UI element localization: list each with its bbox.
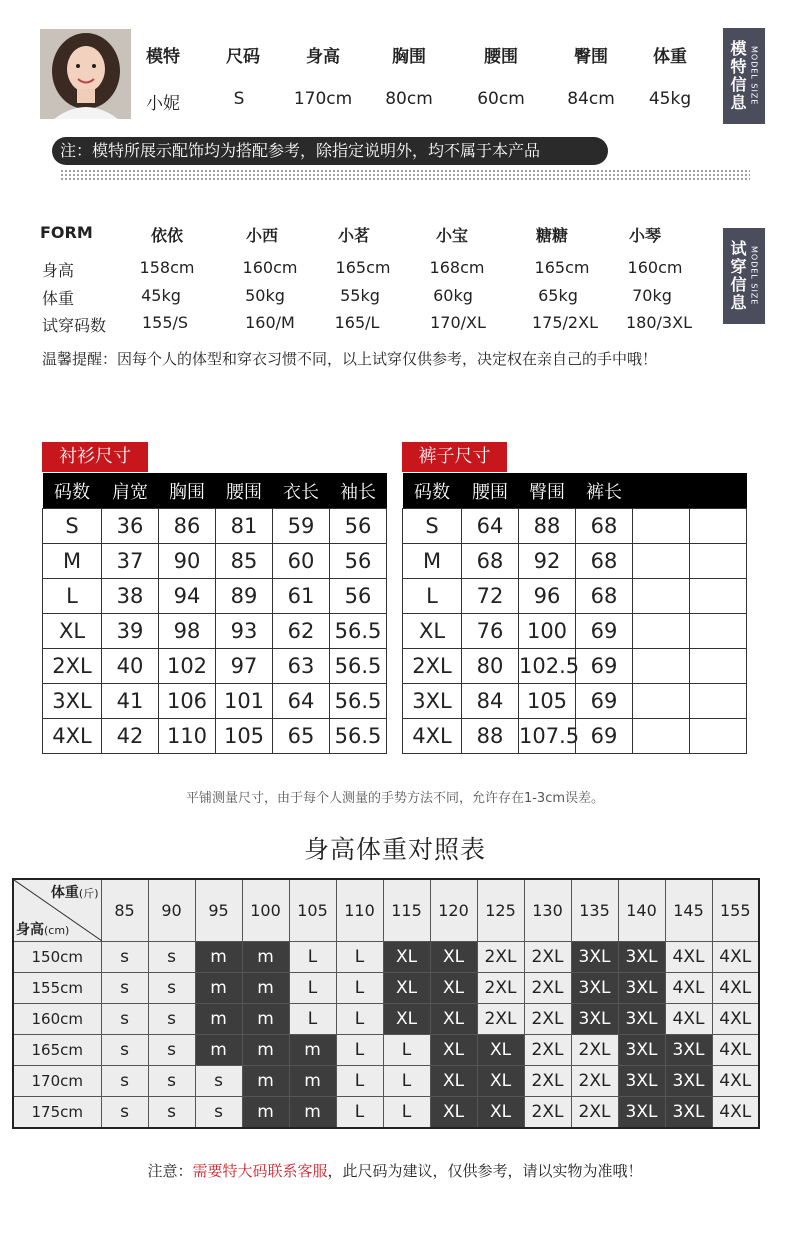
model-name-value: 小妮 [146,94,180,114]
weight-header-cell: 155 [712,879,759,942]
size-value-cell: 64 [273,684,330,719]
hw-weight-row [13,879,759,942]
size-value-cell: 102 [159,649,216,684]
weight-header-cell: 140 [618,879,665,942]
size-recommendation-cell: 4XL [712,1004,759,1035]
size-recommendation-cell: L [383,1066,430,1097]
size-value-cell: 105 [519,684,576,719]
corner-weight-unit: (斤) [78,887,99,900]
size-recommendation-cell: XL [430,1035,477,1066]
tryon-cell: 165/L [334,313,380,332]
size-recommendation-cell: L [289,973,336,1004]
size-value-cell: 90 [159,544,216,579]
size-recommendation-cell: 2XL [524,1066,571,1097]
table-row [43,544,387,579]
size-value-cell: 81 [216,509,273,544]
accessory-note: 注：模特所展示配饰均为搭配参考，除指定说明外，均不属于本产品 [52,137,608,165]
size-label-cell: 3XL [43,684,102,719]
size-recommendation-cell: 4XL [712,1066,759,1097]
size-recommendation-cell: 2XL [524,942,571,973]
size-recommendation-cell: L [289,1004,336,1035]
model-col-size: 尺码 [226,47,260,67]
table-row [13,1066,759,1097]
size-value-cell [633,544,690,579]
height-weight-chart [12,878,760,1129]
size-recommendation-cell: XL [430,1066,477,1097]
size-recommendation-cell: s [101,973,148,1004]
size-recommendation-cell: s [101,1004,148,1035]
height-header-cell: 165cm [13,1035,101,1066]
corner-weight-text: 体重 [50,885,79,901]
table-row [13,973,759,1004]
pants-size-title: 裤子尺寸 [402,442,507,472]
size-recommendation-cell: 2XL [524,1035,571,1066]
size-value-cell [690,544,747,579]
size-value-cell: 86 [159,509,216,544]
size-recommendation-cell: s [195,1066,242,1097]
size-recommendation-cell: L [289,942,336,973]
size-value-cell [690,684,747,719]
size-value-cell: 97 [216,649,273,684]
size-recommendation-cell: 3XL [618,1066,665,1097]
size-label-cell: L [403,579,462,614]
size-label-cell: S [403,509,462,544]
size-recommendation-cell: s [101,942,148,973]
size-recommendation-cell: m [242,1097,289,1129]
size-value-cell [690,509,747,544]
model-col-height: 身高 [306,47,340,67]
model-col-hip: 臀围 [574,47,608,67]
size-recommendation-cell: XL [383,942,430,973]
tryon-cell: 160cm [242,258,298,277]
size-label-cell: 2XL [43,649,102,684]
size-value-cell: 93 [216,614,273,649]
size-recommendation-cell: 3XL [571,942,618,973]
tryon-cell: 165cm [534,258,590,277]
table-row [43,719,387,754]
size-value-cell: 88 [519,509,576,544]
size-value-cell: 107.5 [519,719,576,754]
size-value-cell: 56 [330,579,387,614]
height-header-cell: 175cm [13,1097,101,1129]
size-recommendation-cell: 4XL [712,973,759,1004]
tryon-cell: 65kg [538,286,578,305]
size-value-cell [690,719,747,754]
size-label-cell: 3XL [403,684,462,719]
corner-height-label [16,919,69,939]
size-value-cell [633,719,690,754]
size-label-cell: M [43,544,102,579]
tryon-col-model: 小西 [245,226,278,245]
size-recommendation-cell: m [242,973,289,1004]
weight-header-cell: 130 [524,879,571,942]
size-value-cell [633,509,690,544]
size-value-cell: 106 [159,684,216,719]
size-recommendation-cell: s [101,1066,148,1097]
footer-suffix: ，此尺码为建议，仅供参考，请以实物为准哦！ [327,1162,643,1180]
size-recommendation-cell: m [242,1066,289,1097]
tryon-col-model: 小琴 [628,226,661,245]
size-value-cell [633,579,690,614]
size-value-cell: 94 [159,579,216,614]
size-value-cell: 39 [102,614,159,649]
size-recommendation-cell: L [336,1066,383,1097]
size-label-cell: 4XL [403,719,462,754]
size-label-cell: S [43,509,102,544]
table-row [13,1035,759,1066]
height-header-cell: 150cm [13,942,101,973]
size-recommendation-cell: L [336,1097,383,1129]
size-recommendation-cell: 4XL [712,942,759,973]
size-recommendation-cell: 2XL [524,973,571,1004]
weight-header-cell: 110 [336,879,383,942]
size-recommendation-cell: m [195,1035,242,1066]
shirt-col-header: 衣长 [273,473,330,509]
model-weight-value: 45kg [648,89,692,109]
size-recommendation-cell: XL [383,973,430,1004]
size-value-cell: 100 [519,614,576,649]
size-value-cell: 105 [216,719,273,754]
size-recommendation-cell: 3XL [618,942,665,973]
tryon-cell: 60kg [433,286,473,305]
size-recommendation-cell: 3XL [618,1004,665,1035]
size-value-cell [633,684,690,719]
size-value-cell: 65 [273,719,330,754]
pants-col-header [633,473,690,509]
size-recommendation-cell: 2XL [477,942,524,973]
table-row [13,1004,759,1035]
size-recommendation-cell: 3XL [618,1097,665,1129]
size-recommendation-cell: 3XL [665,1066,712,1097]
size-recommendation-cell: m [242,942,289,973]
size-value-cell [690,579,747,614]
tryon-cell: 170/XL [430,313,486,332]
size-recommendation-cell: 3XL [571,1004,618,1035]
size-value-cell [690,649,747,684]
height-header-cell: 170cm [13,1066,101,1097]
size-label-cell: 2XL [403,649,462,684]
size-value-cell: 96 [519,579,576,614]
size-value-cell: 76 [462,614,519,649]
size-value-cell [633,614,690,649]
size-recommendation-cell: L [336,1035,383,1066]
shirt-col-header: 袖长 [330,473,387,509]
size-value-cell: 56.5 [330,684,387,719]
tryon-cell: 175/2XL [532,313,598,332]
tryon-cell: 45kg [141,286,181,305]
tryon-row-label: 身高 [42,261,75,280]
tryon-col-model: 糖糖 [535,226,568,245]
size-recommendation-cell: s [148,1004,195,1035]
size-label-cell: XL [403,614,462,649]
size-recommendation-cell: m [195,973,242,1004]
tryon-cell: 158cm [139,258,195,277]
size-value-cell: 68 [576,579,633,614]
size-value-cell: 56.5 [330,649,387,684]
size-recommendation-cell: L [336,942,383,973]
size-recommendation-cell: 2XL [477,1004,524,1035]
size-recommendation-cell: L [383,1097,430,1129]
size-value-cell: 61 [273,579,330,614]
weight-header-cell: 85 [101,879,148,942]
table-row [43,579,387,614]
tryon-cell: 160/M [245,313,295,332]
pants-size-table [402,473,747,754]
size-recommendation-cell: m [289,1035,336,1066]
shirt-header-row [43,473,387,509]
size-recommendation-cell: XL [383,1004,430,1035]
corner-height-text: 身高 [16,922,44,938]
shirt-size-title: 衬衫尺寸 [42,442,148,472]
size-recommendation-cell: s [101,1035,148,1066]
model-col-name: 模特 [146,47,180,67]
size-value-cell: 36 [102,509,159,544]
size-value-cell: 80 [462,649,519,684]
size-value-cell: 89 [216,579,273,614]
pants-col-header: 臀围 [519,473,576,509]
model-size-value: S [233,89,245,109]
size-recommendation-cell: L [383,1035,430,1066]
table-row [403,684,747,719]
table-row [403,544,747,579]
shirt-col-header: 腰围 [216,473,273,509]
table-row [43,509,387,544]
size-label-cell: L [43,579,102,614]
size-label-cell: M [403,544,462,579]
size-value-cell: 69 [576,649,633,684]
corner-height-unit: (cm) [44,924,70,937]
weight-header-cell: 125 [477,879,524,942]
pants-col-header: 腰围 [462,473,519,509]
tryon-cell: 180/3XL [626,313,692,332]
pants-col-header [690,473,747,509]
size-value-cell: 38 [102,579,159,614]
size-value-cell: 56.5 [330,614,387,649]
size-value-cell: 56 [330,509,387,544]
size-recommendation-cell: 3XL [571,973,618,1004]
tryon-col-model: 小茗 [337,226,370,245]
size-value-cell: 62 [273,614,330,649]
size-value-cell: 42 [102,719,159,754]
size-value-cell: 56.5 [330,719,387,754]
table-row [403,509,747,544]
size-recommendation-cell: XL [477,1035,524,1066]
table-row [43,684,387,719]
height-header-cell: 160cm [13,1004,101,1035]
table-row [403,579,747,614]
size-recommendation-cell: 2XL [524,1004,571,1035]
size-value-cell: 64 [462,509,519,544]
tryon-info-tag-cn: 试穿信息 [730,239,747,312]
model-col-weight: 体重 [653,47,687,67]
model-bust-value: 80cm [385,89,433,109]
model-info-tag-cn: 模特信息 [730,39,747,112]
size-value-cell: 84 [462,684,519,719]
measurement-disclaimer: 平铺测量尺寸，由于每个人测量的手势方法不同，允许存在1-3cm误差。 [185,791,605,806]
table-row [43,649,387,684]
size-value-cell: 88 [462,719,519,754]
weight-header-cell: 135 [571,879,618,942]
size-recommendation-cell: m [289,1097,336,1129]
size-recommendation-cell: s [148,1035,195,1066]
size-recommendation-cell: XL [430,1097,477,1129]
table-row [403,614,747,649]
tryon-col-model: 依依 [150,226,183,245]
size-value-cell: 69 [576,614,633,649]
table-row [403,719,747,754]
size-recommendation-cell: XL [430,942,477,973]
tryon-reminder: 温馨提醒：因每个人的体型和穿衣习惯不同，以上试穿仅供参考，决定权在亲自己的手中哦！ [42,350,658,368]
size-value-cell: 60 [273,544,330,579]
size-value-cell: 37 [102,544,159,579]
model-hip-value: 84cm [567,89,615,109]
model-height-value: 170cm [293,89,353,109]
size-value-cell [633,649,690,684]
size-value-cell: 69 [576,719,633,754]
size-value-cell: 59 [273,509,330,544]
weight-header-cell: 145 [665,879,712,942]
size-value-cell: 63 [273,649,330,684]
size-recommendation-cell: m [242,1035,289,1066]
tryon-table [0,0,790,340]
size-recommendation-cell: m [242,1004,289,1035]
pants-col-header: 码数 [403,473,462,509]
size-label-cell: 4XL [43,719,102,754]
tryon-cell: 50kg [245,286,285,305]
size-recommendation-cell: 3XL [665,1035,712,1066]
weight-header-cell: 90 [148,879,195,942]
shirt-size-table [42,473,387,754]
shirt-col-header: 胸围 [159,473,216,509]
model-col-bust: 胸围 [392,47,426,67]
tryon-cell: 55kg [340,286,380,305]
size-recommendation-cell: 3XL [665,1097,712,1129]
weight-header-cell: 95 [195,879,242,942]
size-recommendation-cell: 2XL [524,1097,571,1129]
size-recommendation-cell: XL [430,1004,477,1035]
size-recommendation-cell: 2XL [571,1097,618,1129]
size-recommendation-cell: 4XL [665,973,712,1004]
weight-header-cell: 100 [242,879,289,942]
size-recommendation-cell: s [148,973,195,1004]
hw-chart-title: 身高体重对照表 [303,835,486,864]
table-row [403,649,747,684]
size-recommendation-cell: XL [430,973,477,1004]
size-recommendation-cell: m [289,1066,336,1097]
size-recommendation-cell: 3XL [618,973,665,1004]
shirt-col-header: 码数 [43,473,102,509]
table-row [43,614,387,649]
size-recommendation-cell: L [336,1004,383,1035]
tryon-cell: 160cm [627,258,683,277]
size-recommendation-cell: s [148,942,195,973]
size-value-cell: 72 [462,579,519,614]
size-recommendation-cell: s [195,1097,242,1129]
size-label-cell: XL [43,614,102,649]
height-header-cell: 155cm [13,973,101,1004]
size-value-cell: 102.5 [519,649,576,684]
size-recommendation-cell: m [195,942,242,973]
weight-header-cell: 115 [383,879,430,942]
size-value-cell: 98 [159,614,216,649]
size-value-cell: 101 [216,684,273,719]
tryon-col-model: 小宝 [435,226,468,245]
weight-header-cell: 120 [430,879,477,942]
size-value-cell: 110 [159,719,216,754]
size-value-cell: 68 [462,544,519,579]
size-value-cell: 41 [102,684,159,719]
tryon-info-tag-en: MODEL SIZE [749,246,759,306]
footer-note [0,1160,790,1181]
size-value-cell: 56 [330,544,387,579]
pants-header-row [403,473,747,509]
model-col-waist: 腰围 [484,47,518,67]
tryon-info-tag [723,228,765,324]
size-recommendation-cell: s [148,1066,195,1097]
tryon-cell: 168cm [429,258,485,277]
tryon-row-label: 试穿码数 [42,316,107,335]
tryon-cell: 70kg [632,286,672,305]
model-waist-value: 60cm [477,89,525,109]
size-recommendation-cell: s [148,1097,195,1129]
size-recommendation-cell: XL [477,1097,524,1129]
weight-header-cell: 105 [289,879,336,942]
size-recommendation-cell: 2XL [571,1066,618,1097]
size-recommendation-cell: 4XL [665,942,712,973]
size-recommendation-cell: L [336,973,383,1004]
pants-col-header: 裤长 [576,473,633,509]
tryon-col-form: FORM [40,223,93,242]
size-value-cell: 40 [102,649,159,684]
size-recommendation-cell: m [195,1004,242,1035]
table-row [13,1097,759,1129]
size-recommendation-cell: XL [477,1066,524,1097]
size-value-cell [690,614,747,649]
size-value-cell: 68 [576,509,633,544]
footer-highlight: 需要特大码联系客服 [192,1162,328,1180]
size-value-cell: 92 [519,544,576,579]
size-recommendation-cell: 4XL [712,1035,759,1066]
size-recommendation-cell: 3XL [618,1035,665,1066]
hw-corner-cell [13,879,101,942]
size-value-cell: 69 [576,684,633,719]
size-value-cell: 68 [576,544,633,579]
size-recommendation-cell: 4XL [665,1004,712,1035]
footer-prefix: 注意： [147,1162,193,1180]
size-recommendation-cell: s [101,1097,148,1129]
size-recommendation-cell: 2XL [571,1035,618,1066]
corner-weight-label [51,882,99,902]
size-recommendation-cell: 2XL [477,973,524,1004]
shirt-col-header: 肩宽 [102,473,159,509]
tryon-cell: 155/S [141,313,189,332]
table-row [13,942,759,973]
tryon-cell: 165cm [335,258,391,277]
model-info-tag-en: MODEL SIZE [749,46,759,106]
tryon-row-label: 体重 [42,289,75,308]
size-value-cell: 85 [216,544,273,579]
size-recommendation-cell: 4XL [712,1097,759,1129]
